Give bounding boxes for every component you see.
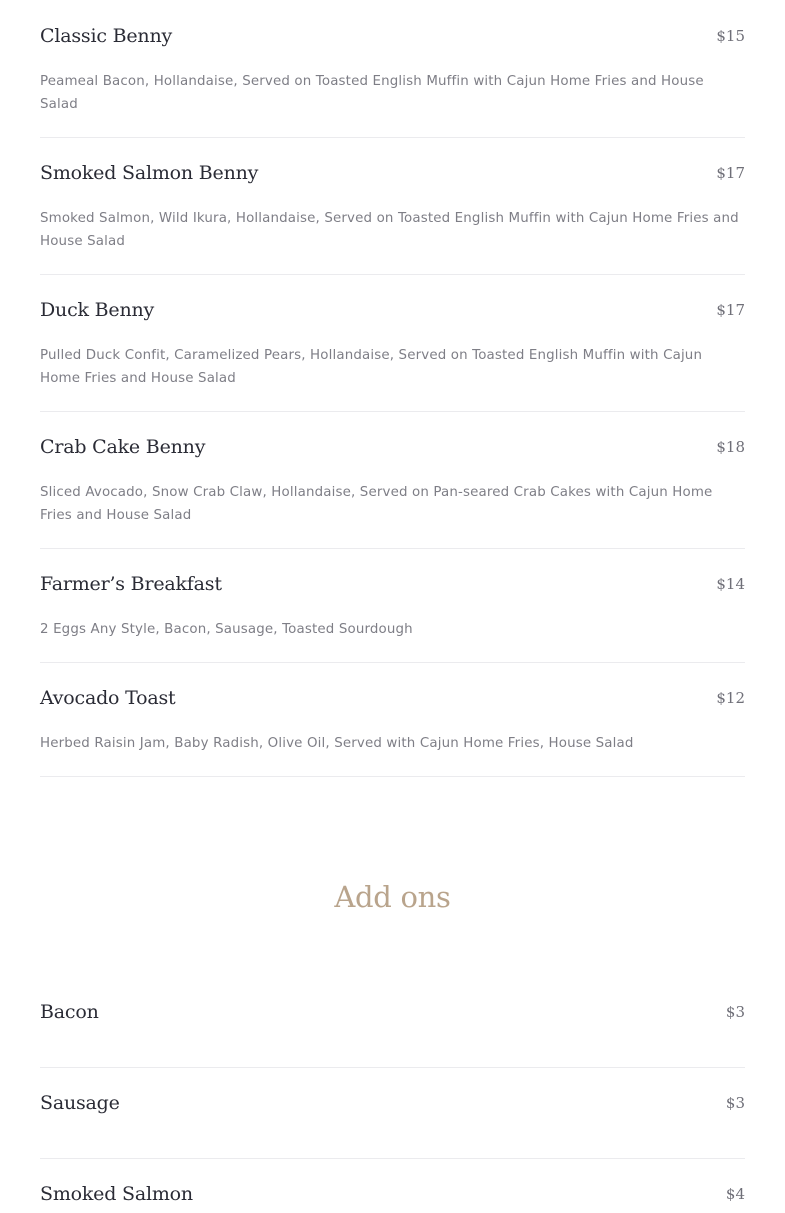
- addon-item-name: Bacon: [40, 1001, 99, 1023]
- addon-item-price: $4: [725, 1185, 745, 1203]
- addon-item-name: Sausage: [40, 1092, 120, 1114]
- menu-item-price: $14: [716, 575, 745, 593]
- menu-item-header: [40, 569, 745, 599]
- menu-item-description: 2 Eggs Any Style, Bacon, Sausage, Toasted Sourdough: [40, 622, 413, 637]
- divider: [40, 274, 745, 275]
- menu-item: [40, 432, 745, 523]
- menu-item-name: Avocado Toast: [40, 687, 176, 709]
- menu-item: [40, 569, 745, 637]
- divider: [40, 1158, 745, 1159]
- menu-item-name: Crab Cake Benny: [40, 436, 206, 458]
- menu-item-name: Classic Benny: [40, 25, 173, 47]
- menu-item-price: $15: [716, 27, 745, 45]
- menu-item-header: [40, 432, 745, 462]
- menu-item-price: $18: [716, 438, 745, 456]
- divider: [40, 411, 745, 412]
- menu-item-name: Farmer’s Breakfast: [40, 573, 222, 595]
- menu-item-description: Sliced Avocado, Snow Crab Claw, Hollandaise, Served on Pan-seared Crab Cakes with Cajun Home Fries and House Salad: [40, 485, 713, 523]
- addon-item: [40, 997, 745, 1027]
- menu-item-name: Smoked Salmon Benny: [40, 162, 259, 184]
- addon-item-header: [40, 1179, 745, 1209]
- menu-item-price: $17: [716, 164, 745, 182]
- menu-item-header: [40, 683, 745, 713]
- menu-item-description: Pulled Duck Confit, Caramelized Pears, Hollandaise, Served on Toasted English Muffin with Cajun Home Fries and House Salad: [40, 348, 703, 386]
- menu-item: [40, 295, 745, 386]
- divider: [40, 548, 745, 549]
- menu-item-header: [40, 21, 745, 51]
- menu-item-header: [40, 158, 745, 188]
- menu-item-header: [40, 295, 745, 325]
- menu-item-description: Peameal Bacon, Hollandaise, Served on Toasted English Muffin with Cajun Home Fries and House Salad: [40, 74, 704, 112]
- addon-item: [40, 1088, 745, 1118]
- menu-item-name: Duck Benny: [40, 299, 155, 321]
- addon-item: [40, 1179, 745, 1209]
- menu-item-description: Smoked Salmon, Wild Ikura, Hollandaise, Served on Toasted English Muffin with Cajun Home Fries and House Salad: [40, 211, 739, 249]
- addon-item-name: Smoked Salmon: [40, 1183, 193, 1205]
- menu-item: [40, 158, 745, 249]
- menu-item: [40, 21, 745, 112]
- divider: [40, 137, 745, 138]
- menu-item: [40, 683, 745, 751]
- menu-item-price: $17: [716, 301, 745, 319]
- divider: [40, 776, 745, 777]
- addon-item-price: $3: [725, 1003, 745, 1021]
- addon-item-price: $3: [725, 1094, 745, 1112]
- divider: [40, 1067, 745, 1068]
- addon-item-header: [40, 1088, 745, 1118]
- menu-item-price: $12: [716, 689, 745, 707]
- addon-item-header: [40, 997, 745, 1027]
- section-title-add-ons: Add ons: [334, 880, 451, 914]
- divider: [40, 662, 745, 663]
- menu-item-description: Herbed Raisin Jam, Baby Radish, Olive Oil, Served with Cajun Home Fries, House Salad: [40, 736, 634, 751]
